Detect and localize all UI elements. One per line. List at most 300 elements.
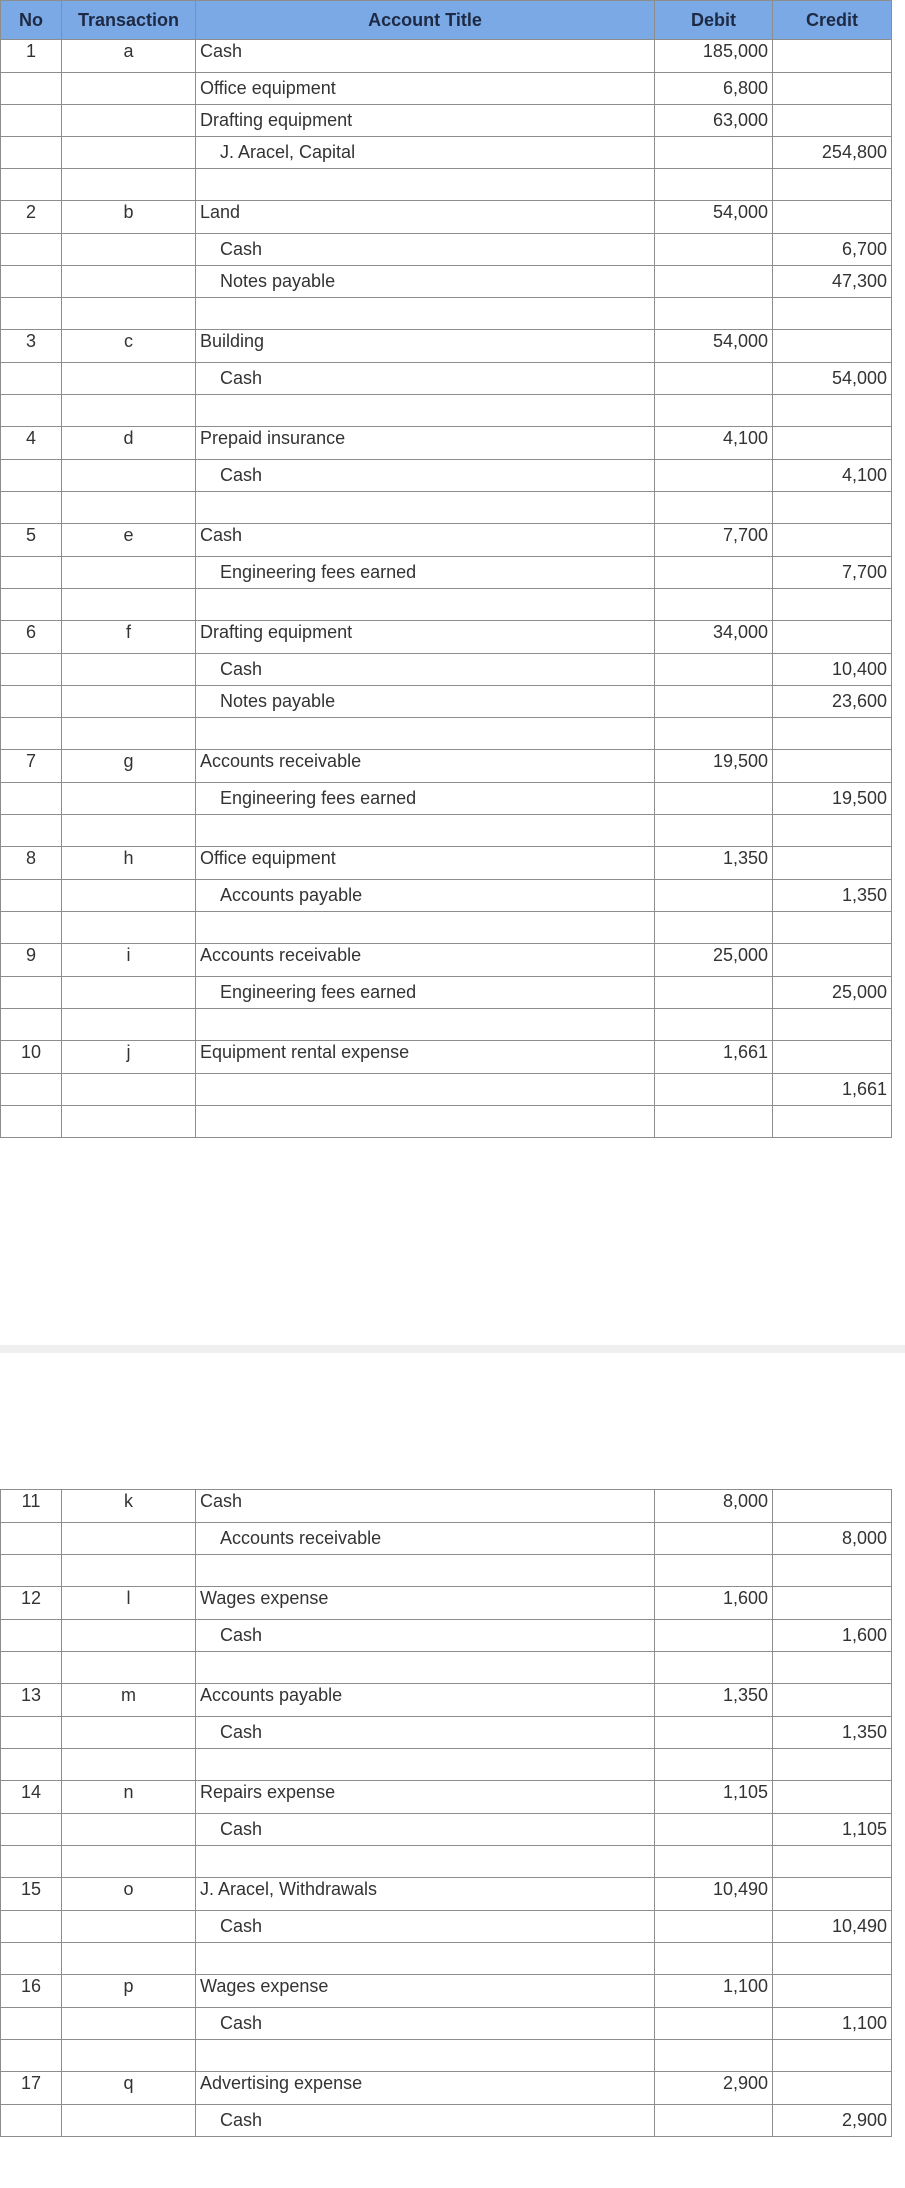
debit-amount bbox=[655, 363, 773, 395]
transaction-letter bbox=[62, 1074, 196, 1106]
account-title-cell: Cash bbox=[196, 1814, 655, 1846]
account-title-cell: Cash bbox=[196, 2008, 655, 2040]
account-title-cell: Equipment rental expense bbox=[196, 1041, 655, 1074]
blank-cell bbox=[62, 1555, 196, 1587]
blank-cell bbox=[196, 912, 655, 944]
account-title-cell: Accounts receivable bbox=[196, 1523, 655, 1555]
debit-amount: 63,000 bbox=[655, 105, 773, 137]
header-transaction: Transaction bbox=[62, 1, 196, 40]
blank-row bbox=[1, 589, 892, 621]
blank-cell bbox=[655, 1943, 773, 1975]
credit-amount: 2,900 bbox=[773, 2105, 892, 2137]
blank-cell bbox=[655, 395, 773, 427]
entry-number bbox=[1, 686, 62, 718]
blank-cell bbox=[773, 492, 892, 524]
debit-amount bbox=[655, 1620, 773, 1652]
entry-number bbox=[1, 105, 62, 137]
entry-number bbox=[1, 1814, 62, 1846]
transaction-letter: n bbox=[62, 1781, 196, 1814]
blank-cell bbox=[655, 815, 773, 847]
transaction-letter: j bbox=[62, 1041, 196, 1074]
transaction-letter bbox=[62, 686, 196, 718]
blank-cell bbox=[773, 1943, 892, 1975]
account-title-cell: Accounts payable bbox=[196, 880, 655, 912]
blank-cell bbox=[1, 912, 62, 944]
blank-cell bbox=[773, 589, 892, 621]
debit-amount bbox=[655, 2105, 773, 2137]
blank-cell bbox=[773, 1106, 892, 1138]
journal-body-page-2 bbox=[1, 1490, 892, 2137]
blank-row bbox=[1, 492, 892, 524]
blank-cell bbox=[655, 589, 773, 621]
journal-line-row bbox=[1, 2072, 892, 2105]
blank-cell bbox=[62, 589, 196, 621]
transaction-letter bbox=[62, 654, 196, 686]
credit-amount: 10,400 bbox=[773, 654, 892, 686]
blank-cell bbox=[1, 2040, 62, 2072]
account-title-cell: Cash bbox=[196, 1911, 655, 1943]
blank-cell bbox=[655, 1555, 773, 1587]
journal-line-row bbox=[1, 1878, 892, 1911]
blank-cell bbox=[1, 589, 62, 621]
blank-row bbox=[1, 815, 892, 847]
account-title-cell: Accounts receivable bbox=[196, 944, 655, 977]
entry-number: 7 bbox=[1, 750, 62, 783]
debit-amount: 1,105 bbox=[655, 1781, 773, 1814]
entry-number bbox=[1, 1911, 62, 1943]
credit-amount: 1,100 bbox=[773, 2008, 892, 2040]
transaction-letter: q bbox=[62, 2072, 196, 2105]
credit-amount: 8,000 bbox=[773, 1523, 892, 1555]
debit-amount bbox=[655, 1074, 773, 1106]
journal-line-row bbox=[1, 1074, 892, 1106]
account-title-cell: Drafting equipment bbox=[196, 105, 655, 137]
blank-cell bbox=[196, 2040, 655, 2072]
blank-cell bbox=[62, 1009, 196, 1041]
journal-line-row bbox=[1, 1684, 892, 1717]
credit-amount: 4,100 bbox=[773, 460, 892, 492]
journal-line-row bbox=[1, 460, 892, 492]
account-title-cell: Cash bbox=[196, 460, 655, 492]
blank-cell bbox=[196, 718, 655, 750]
blank-cell bbox=[196, 1846, 655, 1878]
account-title-cell: Engineering fees earned bbox=[196, 557, 655, 589]
blank-cell bbox=[1, 1555, 62, 1587]
credit-amount bbox=[773, 1975, 892, 2008]
journal-line-row bbox=[1, 427, 892, 460]
transaction-letter bbox=[62, 460, 196, 492]
transaction-letter: k bbox=[62, 1490, 196, 1523]
account-title-cell: Cash bbox=[196, 40, 655, 73]
debit-amount bbox=[655, 977, 773, 1009]
journal-line-row bbox=[1, 686, 892, 718]
blank-cell bbox=[1, 169, 62, 201]
debit-amount bbox=[655, 234, 773, 266]
transaction-letter bbox=[62, 1523, 196, 1555]
credit-amount: 6,700 bbox=[773, 234, 892, 266]
blank-cell bbox=[62, 815, 196, 847]
journal-table-continued bbox=[0, 1489, 892, 2137]
journal-line-row bbox=[1, 944, 892, 977]
blank-row bbox=[1, 1943, 892, 1975]
debit-amount: 1,350 bbox=[655, 1684, 773, 1717]
page-divider bbox=[0, 1345, 905, 1353]
journal-line-row bbox=[1, 880, 892, 912]
entry-number bbox=[1, 460, 62, 492]
credit-amount: 254,800 bbox=[773, 137, 892, 169]
blank-cell bbox=[62, 1749, 196, 1781]
credit-amount: 7,700 bbox=[773, 557, 892, 589]
entry-number bbox=[1, 234, 62, 266]
transaction-letter bbox=[62, 977, 196, 1009]
debit-amount bbox=[655, 1911, 773, 1943]
account-title-cell: Cash bbox=[196, 1490, 655, 1523]
blank-cell bbox=[773, 815, 892, 847]
account-title-cell: Prepaid insurance bbox=[196, 427, 655, 460]
account-title-cell: Cash bbox=[196, 2105, 655, 2137]
entry-number: 15 bbox=[1, 1878, 62, 1911]
blank-cell bbox=[62, 492, 196, 524]
transaction-letter bbox=[62, 2105, 196, 2137]
journal-line-row bbox=[1, 847, 892, 880]
journal-line-row bbox=[1, 1717, 892, 1749]
transaction-letter: a bbox=[62, 40, 196, 73]
journal-line-row bbox=[1, 1041, 892, 1074]
blank-cell bbox=[655, 2040, 773, 2072]
journal-line-row bbox=[1, 621, 892, 654]
credit-amount bbox=[773, 1587, 892, 1620]
blank-cell bbox=[1, 1652, 62, 1684]
journal-line-row bbox=[1, 234, 892, 266]
transaction-letter bbox=[62, 557, 196, 589]
entry-number bbox=[1, 783, 62, 815]
account-title-cell bbox=[196, 1074, 655, 1106]
debit-amount: 1,600 bbox=[655, 1587, 773, 1620]
credit-amount bbox=[773, 105, 892, 137]
blank-row bbox=[1, 1555, 892, 1587]
account-title-cell: Engineering fees earned bbox=[196, 783, 655, 815]
journal-line-row bbox=[1, 750, 892, 783]
blank-row bbox=[1, 1009, 892, 1041]
blank-cell bbox=[773, 2040, 892, 2072]
credit-amount bbox=[773, 750, 892, 783]
transaction-letter: e bbox=[62, 524, 196, 557]
entry-number: 11 bbox=[1, 1490, 62, 1523]
entry-number bbox=[1, 1523, 62, 1555]
debit-amount: 7,700 bbox=[655, 524, 773, 557]
transaction-letter bbox=[62, 137, 196, 169]
debit-amount bbox=[655, 654, 773, 686]
account-title-cell: Wages expense bbox=[196, 1587, 655, 1620]
entry-number: 14 bbox=[1, 1781, 62, 1814]
header-row bbox=[1, 1, 892, 40]
blank-cell bbox=[196, 1943, 655, 1975]
credit-amount bbox=[773, 621, 892, 654]
debit-amount: 1,350 bbox=[655, 847, 773, 880]
entry-number: 12 bbox=[1, 1587, 62, 1620]
debit-amount: 54,000 bbox=[655, 330, 773, 363]
blank-row bbox=[1, 169, 892, 201]
entry-number: 2 bbox=[1, 201, 62, 234]
blank-cell bbox=[655, 912, 773, 944]
blank-cell bbox=[655, 492, 773, 524]
blank-cell bbox=[1, 395, 62, 427]
blank-cell bbox=[62, 718, 196, 750]
transaction-letter: b bbox=[62, 201, 196, 234]
credit-amount bbox=[773, 1490, 892, 1523]
entry-number: 5 bbox=[1, 524, 62, 557]
blank-cell bbox=[1, 492, 62, 524]
blank-cell bbox=[196, 1749, 655, 1781]
credit-amount bbox=[773, 330, 892, 363]
debit-amount bbox=[655, 880, 773, 912]
transaction-letter bbox=[62, 880, 196, 912]
blank-cell bbox=[196, 298, 655, 330]
blank-cell bbox=[62, 1652, 196, 1684]
debit-amount bbox=[655, 783, 773, 815]
blank-cell bbox=[196, 1009, 655, 1041]
blank-cell bbox=[655, 169, 773, 201]
debit-amount bbox=[655, 686, 773, 718]
account-title-cell: Cash bbox=[196, 654, 655, 686]
journal-line-row bbox=[1, 1620, 892, 1652]
account-title-cell: Cash bbox=[196, 363, 655, 395]
blank-cell bbox=[196, 492, 655, 524]
entry-number: 13 bbox=[1, 1684, 62, 1717]
entry-number bbox=[1, 557, 62, 589]
entry-number bbox=[1, 1717, 62, 1749]
account-title-cell: Notes payable bbox=[196, 266, 655, 298]
blank-cell bbox=[1, 1749, 62, 1781]
entry-number bbox=[1, 137, 62, 169]
blank-cell bbox=[773, 1846, 892, 1878]
transaction-letter bbox=[62, 783, 196, 815]
debit-amount: 6,800 bbox=[655, 73, 773, 105]
credit-amount bbox=[773, 1684, 892, 1717]
blank-row bbox=[1, 1106, 892, 1138]
blank-cell bbox=[62, 1106, 196, 1138]
account-title-cell: J. Aracel, Capital bbox=[196, 137, 655, 169]
blank-cell bbox=[1, 1009, 62, 1041]
credit-amount bbox=[773, 1878, 892, 1911]
entry-number: 16 bbox=[1, 1975, 62, 2008]
account-title-cell: J. Aracel, Withdrawals bbox=[196, 1878, 655, 1911]
transaction-letter: f bbox=[62, 621, 196, 654]
blank-cell bbox=[196, 395, 655, 427]
transaction-letter: o bbox=[62, 1878, 196, 1911]
account-title-cell: Drafting equipment bbox=[196, 621, 655, 654]
account-title-cell: Repairs expense bbox=[196, 1781, 655, 1814]
blank-cell bbox=[1, 1846, 62, 1878]
transaction-letter bbox=[62, 363, 196, 395]
credit-amount: 25,000 bbox=[773, 977, 892, 1009]
journal-line-row bbox=[1, 363, 892, 395]
blank-cell bbox=[62, 2040, 196, 2072]
credit-amount: 1,350 bbox=[773, 880, 892, 912]
account-title-cell: Accounts receivable bbox=[196, 750, 655, 783]
journal-line-row bbox=[1, 1814, 892, 1846]
credit-amount bbox=[773, 40, 892, 73]
transaction-letter bbox=[62, 1911, 196, 1943]
header-no: No bbox=[1, 1, 62, 40]
debit-amount: 25,000 bbox=[655, 944, 773, 977]
blank-cell bbox=[1, 815, 62, 847]
blank-cell bbox=[196, 589, 655, 621]
blank-cell bbox=[62, 1846, 196, 1878]
journal-line-row bbox=[1, 266, 892, 298]
blank-cell bbox=[773, 395, 892, 427]
credit-amount: 1,600 bbox=[773, 1620, 892, 1652]
journal-line-row bbox=[1, 783, 892, 815]
entry-number: 6 bbox=[1, 621, 62, 654]
debit-amount bbox=[655, 2008, 773, 2040]
entry-number: 17 bbox=[1, 2072, 62, 2105]
blank-cell bbox=[1, 1943, 62, 1975]
account-title-cell: Cash bbox=[196, 1717, 655, 1749]
debit-amount: 34,000 bbox=[655, 621, 773, 654]
blank-cell bbox=[196, 169, 655, 201]
header-credit: Credit bbox=[773, 1, 892, 40]
transaction-letter: d bbox=[62, 427, 196, 460]
blank-row bbox=[1, 718, 892, 750]
transaction-letter: p bbox=[62, 1975, 196, 2008]
journal-line-row bbox=[1, 1490, 892, 1523]
debit-amount bbox=[655, 1717, 773, 1749]
account-title-cell: Land bbox=[196, 201, 655, 234]
account-title-cell: Wages expense bbox=[196, 1975, 655, 2008]
journal-line-row bbox=[1, 105, 892, 137]
blank-cell bbox=[773, 718, 892, 750]
transaction-letter bbox=[62, 105, 196, 137]
account-title-cell: Advertising expense bbox=[196, 2072, 655, 2105]
account-title-cell: Office equipment bbox=[196, 847, 655, 880]
transaction-letter bbox=[62, 1620, 196, 1652]
header-debit: Debit bbox=[655, 1, 773, 40]
blank-row bbox=[1, 298, 892, 330]
entry-number: 1 bbox=[1, 40, 62, 73]
debit-amount bbox=[655, 137, 773, 169]
debit-amount bbox=[655, 1814, 773, 1846]
entry-number: 8 bbox=[1, 847, 62, 880]
blank-cell bbox=[196, 1106, 655, 1138]
blank-cell bbox=[773, 1009, 892, 1041]
credit-amount bbox=[773, 1781, 892, 1814]
journal-line-row bbox=[1, 330, 892, 363]
journal-line-row bbox=[1, 977, 892, 1009]
credit-amount bbox=[773, 1041, 892, 1074]
blank-cell bbox=[655, 1749, 773, 1781]
journal-line-row bbox=[1, 654, 892, 686]
debit-amount bbox=[655, 1523, 773, 1555]
credit-amount bbox=[773, 73, 892, 105]
debit-amount: 4,100 bbox=[655, 427, 773, 460]
debit-amount bbox=[655, 557, 773, 589]
entry-number bbox=[1, 2008, 62, 2040]
blank-cell bbox=[1, 1106, 62, 1138]
transaction-letter: h bbox=[62, 847, 196, 880]
blank-cell bbox=[773, 169, 892, 201]
credit-amount bbox=[773, 427, 892, 460]
transaction-letter bbox=[62, 2008, 196, 2040]
transaction-letter: l bbox=[62, 1587, 196, 1620]
journal-line-row bbox=[1, 201, 892, 234]
journal-line-row bbox=[1, 1523, 892, 1555]
journal-line-row bbox=[1, 557, 892, 589]
entry-number bbox=[1, 880, 62, 912]
credit-amount: 19,500 bbox=[773, 783, 892, 815]
credit-amount: 47,300 bbox=[773, 266, 892, 298]
blank-cell bbox=[773, 1749, 892, 1781]
journal-line-row bbox=[1, 1781, 892, 1814]
blank-row bbox=[1, 395, 892, 427]
transaction-letter: c bbox=[62, 330, 196, 363]
blank-cell bbox=[62, 1943, 196, 1975]
transaction-letter: g bbox=[62, 750, 196, 783]
entry-number: 3 bbox=[1, 330, 62, 363]
entry-number: 10 bbox=[1, 1041, 62, 1074]
credit-amount: 1,661 bbox=[773, 1074, 892, 1106]
entry-number: 9 bbox=[1, 944, 62, 977]
journal-line-row bbox=[1, 2105, 892, 2137]
entry-number bbox=[1, 654, 62, 686]
blank-cell bbox=[655, 1009, 773, 1041]
credit-amount: 1,350 bbox=[773, 1717, 892, 1749]
blank-cell bbox=[655, 1106, 773, 1138]
header-account-title: Account Title bbox=[196, 1, 655, 40]
blank-cell bbox=[196, 1555, 655, 1587]
journal-line-row bbox=[1, 1587, 892, 1620]
transaction-letter bbox=[62, 266, 196, 298]
journal-line-row bbox=[1, 73, 892, 105]
credit-amount bbox=[773, 201, 892, 234]
entry-number bbox=[1, 266, 62, 298]
journal-line-row bbox=[1, 524, 892, 557]
account-title-cell: Accounts payable bbox=[196, 1684, 655, 1717]
entry-number bbox=[1, 73, 62, 105]
credit-amount: 54,000 bbox=[773, 363, 892, 395]
transaction-letter bbox=[62, 73, 196, 105]
blank-cell bbox=[655, 718, 773, 750]
account-title-cell: Engineering fees earned bbox=[196, 977, 655, 1009]
blank-row bbox=[1, 912, 892, 944]
blank-row bbox=[1, 2040, 892, 2072]
account-title-cell: Cash bbox=[196, 1620, 655, 1652]
blank-cell bbox=[773, 1652, 892, 1684]
debit-amount: 54,000 bbox=[655, 201, 773, 234]
debit-amount: 19,500 bbox=[655, 750, 773, 783]
blank-row bbox=[1, 1846, 892, 1878]
debit-amount: 2,900 bbox=[655, 2072, 773, 2105]
debit-amount: 1,661 bbox=[655, 1041, 773, 1074]
entry-number bbox=[1, 2105, 62, 2137]
credit-amount bbox=[773, 2072, 892, 2105]
blank-cell bbox=[62, 912, 196, 944]
journal-line-row bbox=[1, 137, 892, 169]
debit-amount: 185,000 bbox=[655, 40, 773, 73]
debit-amount: 10,490 bbox=[655, 1878, 773, 1911]
blank-cell bbox=[655, 1846, 773, 1878]
blank-row bbox=[1, 1652, 892, 1684]
credit-amount bbox=[773, 944, 892, 977]
blank-cell bbox=[773, 1555, 892, 1587]
credit-amount: 1,105 bbox=[773, 1814, 892, 1846]
blank-cell bbox=[1, 298, 62, 330]
transaction-letter: i bbox=[62, 944, 196, 977]
journal-body-page-1 bbox=[1, 40, 892, 1138]
account-title-cell: Cash bbox=[196, 234, 655, 266]
transaction-letter bbox=[62, 234, 196, 266]
blank-cell bbox=[196, 1652, 655, 1684]
